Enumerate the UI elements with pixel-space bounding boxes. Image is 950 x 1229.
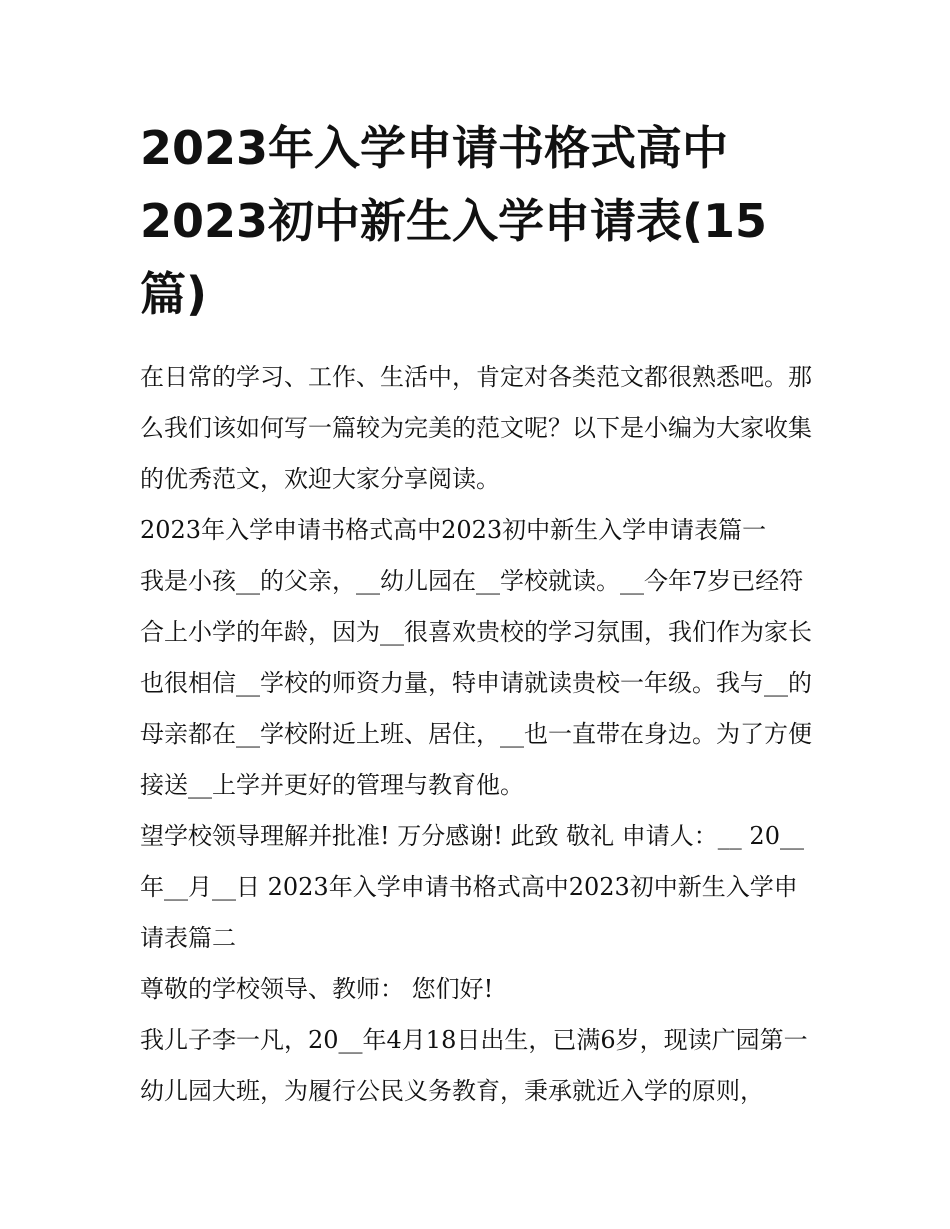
paragraph-letter-2: 我儿子李一凡，20__年4月18日出生，已满6岁，现读广园第一幼儿园大班，为履行公民义务教育，秉承就近入学的原则， — [140, 1026, 808, 1105]
document-body — [140, 352, 820, 1117]
paragraph-intro: 在日常的学习、工作、生活中，肯定对各类范文都很熟悉吧。那么我们该如何写一篇较为完美的范文呢？以下是小编为大家收集的优秀范文，欢迎大家分享阅读。 — [140, 363, 812, 493]
paragraph-letter-1: 我是小孩__的父亲，__幼儿园在__学校就读。__今年7岁已经符合上小学的年龄，因为__很喜欢贵校的学习氛围，我们作为家长也很相信__学校的师资力量，特申请就读贵校一年级。我与__的母亲都在__学校附近上班、居住，__也一直带在身边。为了方便接送__上学并更好的管理与教育他。 — [140, 567, 812, 799]
section-heading-1: 2023年入学申请书格式高中2023初中新生入学申请表篇一 — [140, 516, 767, 544]
document-title: 2023年入学申请书格式高中2023初中新生入学申请表(15篇) — [140, 121, 768, 321]
paragraph-salutation-2: 尊敬的学校领导、教师： 您们好! — [140, 975, 494, 1003]
paragraph-closing-1: 望学校领导理解并批准! 万分感谢! 此致 敬礼 申请人：__ 20__年__月__日 2023年入学申请书格式高中2023初中新生入学申请表篇二 — [140, 822, 804, 952]
